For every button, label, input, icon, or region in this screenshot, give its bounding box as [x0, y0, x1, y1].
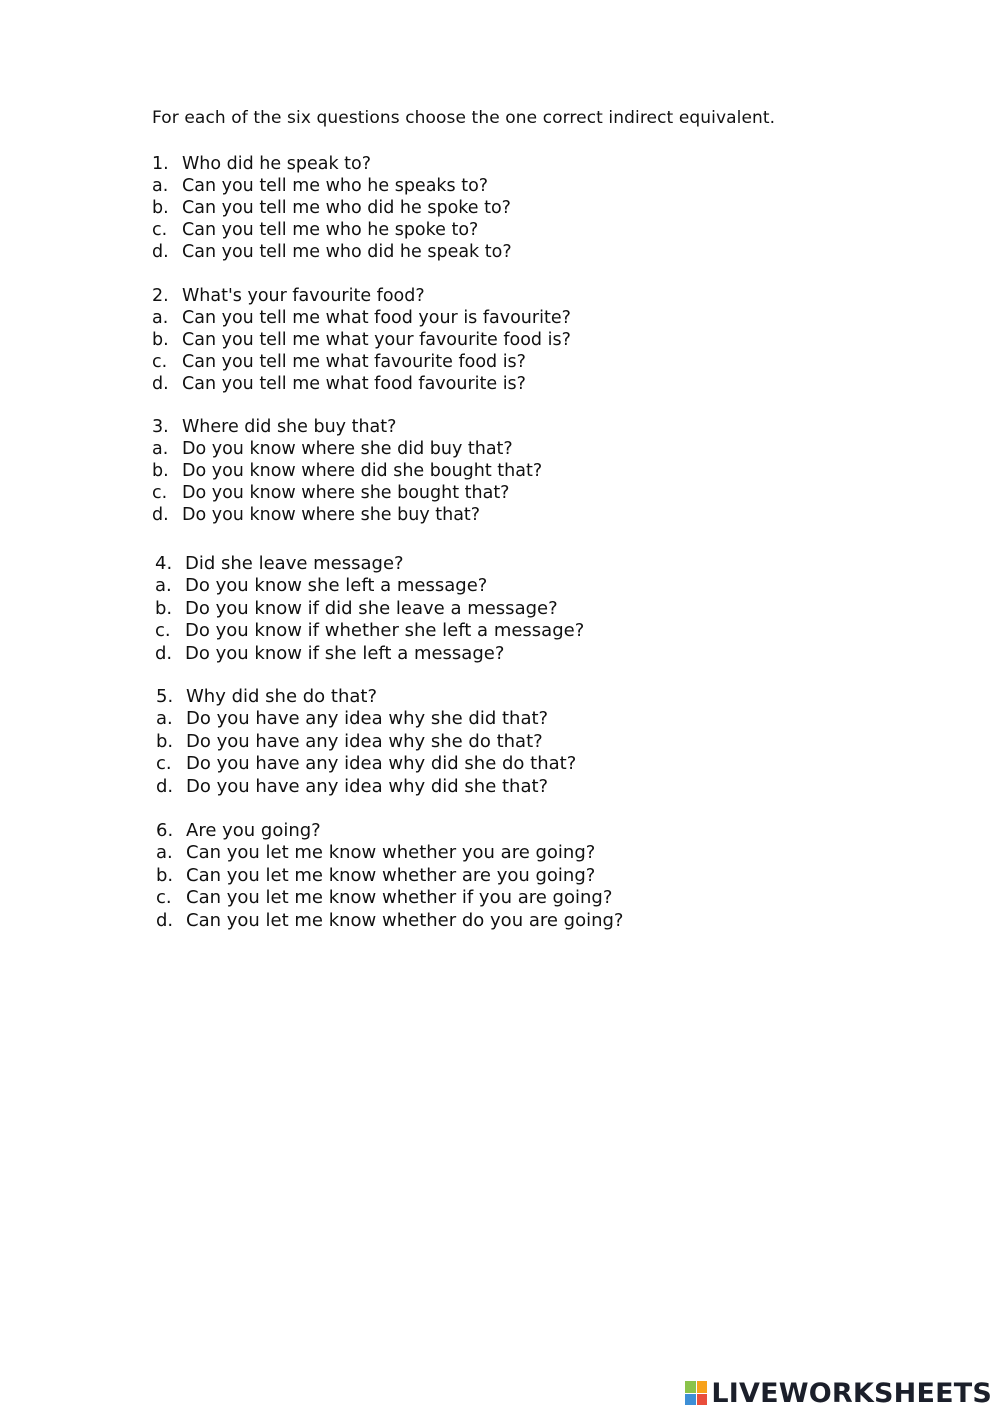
- question-prompt: [152, 416, 542, 438]
- option-label: b.: [152, 198, 169, 218]
- option-text: Do you know if she left a message?: [185, 642, 505, 664]
- question-block-5: [156, 686, 576, 798]
- option-text: Can you tell me what your favourite food is?: [182, 330, 571, 350]
- answer-option-b[interactable]: [152, 197, 512, 219]
- answer-option-a[interactable]: [156, 842, 623, 864]
- question-block-1: [152, 153, 512, 263]
- option-text: Can you let me know whether you are going?: [186, 842, 596, 864]
- question-block-6: [156, 820, 623, 932]
- option-label: a.: [156, 842, 173, 864]
- option-text: Can you tell me what food favourite is?: [182, 374, 526, 394]
- option-label: a.: [156, 708, 173, 730]
- option-label: c.: [152, 352, 168, 372]
- answer-option-b[interactable]: [155, 598, 584, 620]
- option-label: a.: [152, 308, 169, 328]
- option-label: b.: [152, 461, 169, 481]
- option-label: d.: [156, 775, 174, 797]
- brand-name: LIVEWORKSHEETS: [711, 1377, 992, 1409]
- question-prompt: [155, 553, 584, 575]
- option-text: Do you know if whether she left a message?: [185, 620, 585, 642]
- answer-option-d[interactable]: [152, 241, 512, 263]
- option-text: Do you know where she bought that?: [182, 483, 510, 503]
- logo-tile-orange: [697, 1381, 708, 1393]
- option-text: Can you let me know whether are you going?: [186, 864, 596, 886]
- question-text: Did she leave message?: [185, 553, 404, 574]
- question-number: 2.: [152, 286, 169, 306]
- option-label: c.: [152, 483, 168, 503]
- logo-tile-red: [697, 1394, 708, 1406]
- option-label: d.: [155, 642, 173, 664]
- answer-option-b[interactable]: [152, 329, 571, 351]
- option-text: Can you tell me who he speaks to?: [182, 176, 489, 196]
- question-text: Are you going?: [186, 820, 321, 841]
- option-text: Do you know where she did buy that?: [182, 439, 513, 459]
- option-text: Do you have any idea why she do that?: [186, 730, 543, 752]
- option-text: Can you tell me what food your is favourite?: [182, 308, 571, 328]
- question-text: Who did he speak to?: [182, 154, 371, 174]
- answer-option-b[interactable]: [156, 865, 623, 887]
- answer-option-d[interactable]: [155, 643, 584, 665]
- answer-option-d[interactable]: [156, 910, 623, 932]
- question-prompt: [156, 820, 623, 842]
- option-label: b.: [156, 864, 174, 886]
- option-label: b.: [152, 330, 169, 350]
- liveworksheets-brand[interactable]: [685, 1378, 992, 1408]
- option-text: Can you tell me who did he spoke to?: [182, 198, 511, 218]
- option-label: d.: [152, 505, 169, 525]
- logo-tile-green: [685, 1381, 696, 1393]
- option-label: b.: [156, 730, 174, 752]
- question-number: 6.: [156, 820, 174, 841]
- option-label: c.: [152, 220, 168, 240]
- question-number: 5.: [156, 686, 174, 707]
- option-text: Can you tell me who he spoke to?: [182, 220, 479, 240]
- question-number: 4.: [155, 553, 173, 574]
- answer-option-c[interactable]: [155, 620, 584, 642]
- option-label: d.: [152, 374, 169, 394]
- answer-option-d[interactable]: [152, 373, 571, 395]
- answer-option-b[interactable]: [156, 731, 576, 753]
- instructions: For each of the six questions choose the one correct indirect equivalent.: [152, 108, 776, 128]
- answer-option-c[interactable]: [156, 887, 623, 909]
- option-label: d.: [152, 242, 169, 262]
- option-text: Can you tell me who did he speak to?: [182, 242, 512, 262]
- answer-option-a[interactable]: [152, 175, 512, 197]
- question-block-2: [152, 285, 571, 395]
- answer-option-a[interactable]: [156, 708, 576, 730]
- option-label: c.: [156, 753, 172, 775]
- question-block-3: [152, 416, 542, 526]
- option-text: Do you have any idea why she did that?: [186, 708, 549, 730]
- question-text: Why did she do that?: [186, 686, 378, 707]
- answer-option-a[interactable]: [155, 575, 584, 597]
- option-label: b.: [155, 597, 173, 619]
- answer-option-d[interactable]: [152, 504, 542, 526]
- liveworksheets-logo-icon: [685, 1381, 707, 1405]
- question-number: 3.: [152, 417, 169, 437]
- option-text: Do you have any idea why did she that?: [186, 775, 549, 797]
- question-prompt: [156, 686, 576, 708]
- option-text: Do you know she left a message?: [185, 575, 488, 597]
- option-text: Can you tell me what favourite food is?: [182, 352, 526, 372]
- option-text: Can you let me know whether if you are going?: [186, 887, 613, 909]
- option-label: c.: [155, 620, 171, 642]
- option-label: d.: [156, 909, 174, 931]
- option-label: a.: [155, 575, 172, 597]
- question-text: What's your favourite food?: [182, 286, 425, 306]
- question-block-4: [155, 553, 584, 665]
- option-text: Do you have any idea why did she do that?: [186, 753, 577, 775]
- question-prompt: [152, 285, 571, 307]
- option-label: a.: [152, 176, 169, 196]
- answer-option-c[interactable]: [152, 219, 512, 241]
- option-text: Do you know where she buy that?: [182, 505, 481, 525]
- option-text: Do you know where did she bought that?: [182, 461, 543, 481]
- logo-tile-blue: [685, 1394, 696, 1406]
- answer-option-b[interactable]: [152, 460, 542, 482]
- answer-option-c[interactable]: [156, 753, 576, 775]
- answer-option-c[interactable]: [152, 351, 571, 373]
- question-text: Where did she buy that?: [182, 417, 397, 437]
- option-label: c.: [156, 887, 172, 909]
- option-text: Can you let me know whether do you are going?: [186, 909, 624, 931]
- answer-option-a[interactable]: [152, 438, 542, 460]
- option-label: a.: [152, 439, 169, 459]
- question-prompt: [152, 153, 512, 175]
- option-text: Do you know if did she leave a message?: [185, 597, 558, 619]
- answer-option-a[interactable]: [152, 307, 571, 329]
- answer-option-d[interactable]: [156, 776, 576, 798]
- question-number: 1.: [152, 154, 169, 174]
- answer-option-c[interactable]: [152, 482, 542, 504]
